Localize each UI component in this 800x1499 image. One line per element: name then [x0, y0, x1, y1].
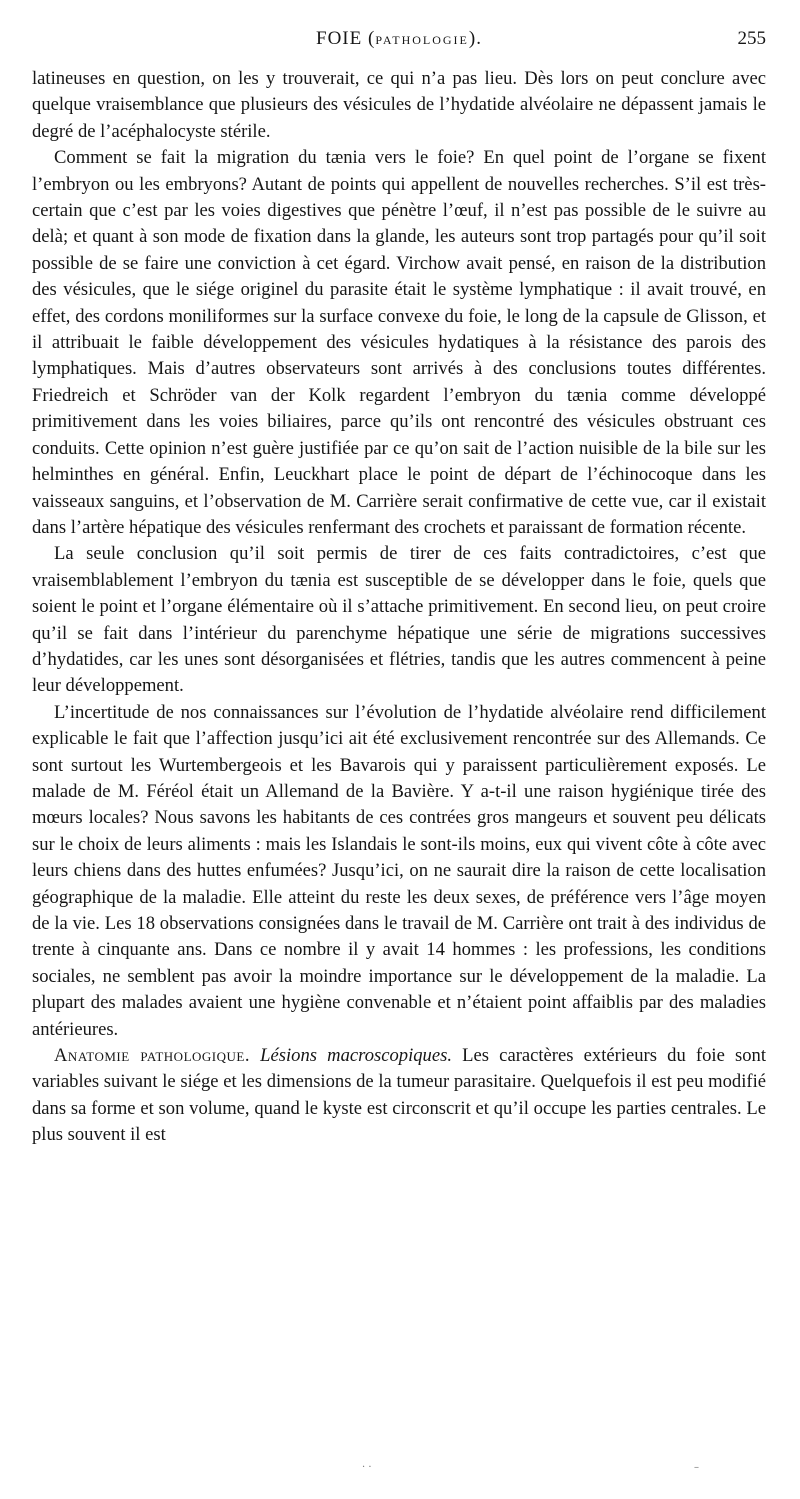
page	[32, 28, 766, 1149]
print-speck: · ·	[362, 1462, 372, 1473]
paragraph-continuation: latineuses en question, on les y trouverait, ce qui n’a pas lieu. Dès lors on peut conclure avec quelque vraisemblance que plusieurs des vésicules de l’hydatide alvéolaire ne dépassent jamais le degré de l’acéphalocyste stérile.	[32, 68, 766, 142]
title-subject: PATHOLOGIE	[375, 33, 469, 47]
running-header	[32, 28, 766, 58]
title-main: FOIE (	[316, 28, 376, 49]
paragraph-conclusion: La seule conclusion qu’il soit permis de tirer de ces faits contradictoires, c’est que vraisemblablement l’embryon du tænia est susceptible de se développer dans le foie, quels que soient le point et l’organe élémentaire où il s’attache primitivement. En second lieu, on peut croire qu’il se fait dans l’intérieur du parenchyme hépatique une série de migrations successives d’hydatides, car les unes sont désorganisées et flétries, tandis que les autres commencent à peine leur développement.	[32, 543, 766, 697]
paragraph-migration: Comment se fait la migration du tænia vers le foie? En quel point de l’organe se fixent l’embryon ou les embryons? Autant de points qui appellent de nouvelles recherches. S’il est très-certain que c’est par les voies digestives que pénètre l’œuf, il n’est pas possible de le suivre au delà; et quant à son mode de fixation dans la glande, les auteurs sont trop partagés pour qu’il soit possible de se faire une conviction à cet égard. Virchow avait pensé, en raison de la distribution des vésicules, que le siége originel du parasite était le système lymphatique : il avait trouvé, en effet, des cordons moniliformes sur la surface convexe du foie, le long de la capsule de Glisson, et il attribuait le faible développement des vésicules hydatiques à la résistance des parois des lymphatiques. Mais d’autres observateurs sont arrivés à des conclusions toutes différentes. Friedreich et Schröder van der Kolk regardent l’embryon du tænia comme développé primitivement dans les voies biliaires, parce qu’ils ont rencontré des vésicules obstruant ces conduits. Cette opinion n’est guère justifiée par ce qu’on sait de l’action nuisible de la bile sur les helminthes en général. Enfin, Leuckhart place le point de départ de l’échinocoque dans les vaisseaux sanguins, et l’observation de M. Carrière serait confirmative de cette vue, car il existait dans l’artère hépatique des vésicules renfermant des crochets et paraissant de formation récente.	[32, 147, 766, 538]
paragraph-geography: L’incertitude de nos connaissances sur l’évolution de l’hydatide alvéolaire rend difficilement explicable le fait que l’affection jusqu’ici ait été exclusivement rencontrée sur des Allemands. Ce sont surtout les Wurtembergeois et les Bavarois qui y paraissent particulièrement exposés. Le malade de M. Féréol était un Allemand de la Bavière. Y a-t-il une raison hygiénique tirée des mœurs locales? Nous savons les habitants de ces contrées gros mangeurs et souvent peu délicats sur le choix de leurs aliments : mais les Islandais le sont-ils moins, eux qui vivent côte à côte avec leurs chiens dans des huttes enfumées? Jusqu’ici, on ne saurait dire la raison de cette localisation géographique de la maladie. Elle atteint du reste les deux sexes, de préférence vers l’âge moyen de la vie. Les 18 observations consignées dans le travail de M. Carrière ont trait à des individus de trente à cinquante ans. Dans ce nombre il y avait 14 hommes : les professions, les conditions sociales, ne semblent pas avoir la moindre importance sur le développement de la maladie. La plupart des malades avaient une hygiène convenable et n’étaient point affaiblis par des maladies antérieures.	[32, 701, 766, 1040]
section-text: Les caractères extérieurs du foie sont variables suivant le siége et les dimensions de la tumeur parasitaire. Quelquefois il est peu modifié dans sa forme et son volume, quand le kyste est circonscrit et qu’il occupe les parties centrales. Le plus souvent il est	[32, 1045, 767, 1146]
body-text	[32, 66, 766, 1149]
running-title	[32, 28, 766, 50]
title-end: ).	[468, 28, 482, 49]
paragraph-anatomy	[32, 1043, 766, 1149]
section-heading: Anatomie pathologique.	[54, 1045, 250, 1067]
footer-marks	[0, 1462, 800, 1472]
print-speck: –	[694, 1462, 699, 1473]
section-subheading: Lésions macroscopiques.	[260, 1045, 452, 1067]
page-number: 255	[737, 28, 766, 49]
